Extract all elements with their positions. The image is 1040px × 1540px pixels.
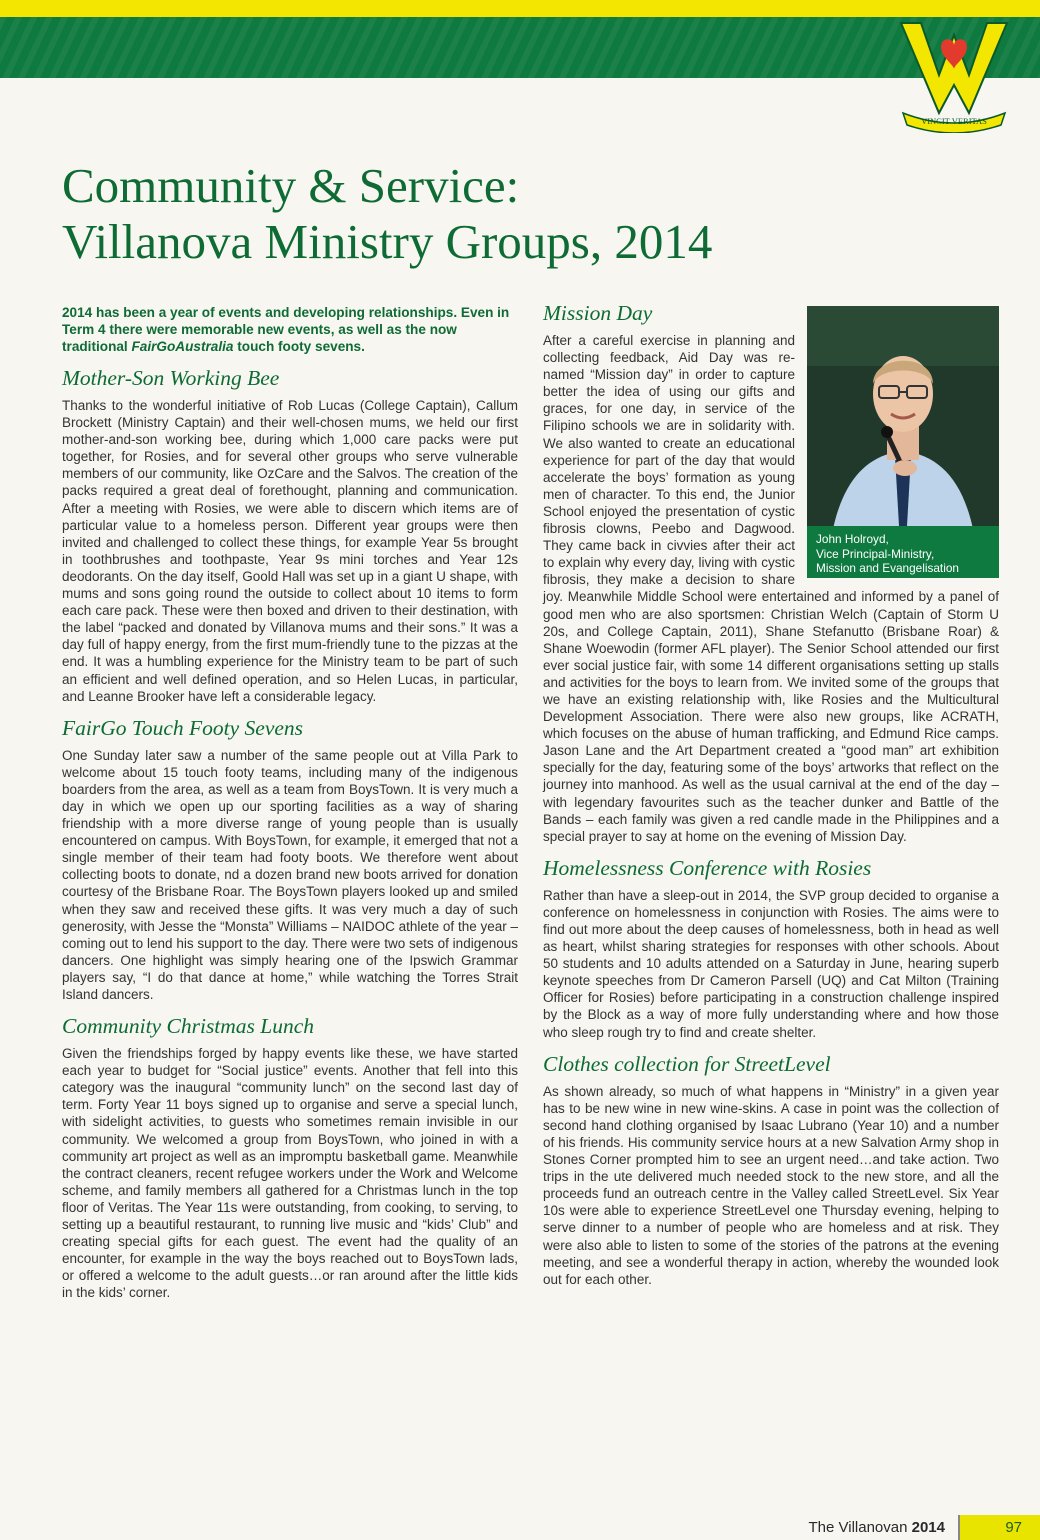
heading-mother-son: Mother-Son Working Bee (62, 366, 280, 390)
heading-christmas: Community Christmas Lunch (62, 1014, 315, 1039)
body-fairgo: One Sunday later saw a number of the same people out at Villa Park to welcome about 15 touch footy teams, including many of the indigenous boarders from the area, as well as a team from BoysTown. It is very much a day in which we open up our sporting facilities as a way of sharing friendship with a more diverse range of young people than is usually encountered on campus. With BoysTown, for example, it emerged that not a single member of their team had footy boots. We therefore went about collecting boots to donate, nd a dozen brand new boots arrived for donation courtesy of the Brisbane Roar. The BoysTown players looked up and smiled when they saw and received these gifts. It was very much a day of such generosity, with Jesse the “Monsta” Williams – NAIDOC athlete of the year – coming out to lend his support to the day. There were two sets of indigenous dancers. One highlight was simply hearing one of the Ipswich Grammar players say, “I do that dance at home,” while watching the Torres Strait Island dancers. (62, 747, 518, 1002)
heading-clothes: Clothes collection for StreetLevel (543, 1051, 831, 1076)
header-yellow-stripe (0, 0, 1040, 17)
intro-text-end: touch footy sevens. (233, 339, 365, 354)
heading-mission-day: Mission Day (543, 301, 653, 325)
page-footer (740, 1515, 1040, 1540)
body-mission-day: After a careful exercise in planning and collecting feedback, Aid Day was re-named “Mission day” in order to capture better the idea of using our gifts and graces, for one day, in service of the Filipino schools we are in solidarity with. We also wanted to create an educational experience for part of the day that would accelerate the boys’ formation as young men of character. To this end, the Junior School enjoyed the presentation of cystic fibrosis clowns, Peebo and Dagwood. They came back in civvies after their act to explain why every day, living with cystic fibrosis, they make a decision to share joy. Meanwhile Middle School were entertained and informed by a panel of good men who are also sportsmen: Christian Welch (Captain of Storm U 20s, and College Captain, 2011), Shane Stefanutto (Brisbane Roar) & Shane Woewodin (former AFL player). The Senior School attended our first ever social justice fair, with some 14 different organisations setting up stalls and activities for the boys to learn from. We invited some of the groups that we have an existing relationship with, like Rosies and the Multicultural Development Association. There were also new groups, like ACRATH, which focuses on the abuse of human trafficking, and Edmund Rice camps. Jason Lane and the Art Department created a “good man” art exhibition specially for the day, featuring some of the boys’ artworks that reflect on the journey into manhood. As well as the usual carnival at the end of the day – with legendary favourites such as the teacher dunker and Battle of the Bands – each family was given a red candle made in the Philippines and a special prayer to say at home on the evening of Mission Day. (543, 333, 999, 844)
heading-fairgo: FairGo Touch Footy Sevens (62, 715, 304, 740)
photo-caption (807, 526, 999, 578)
page-title (62, 158, 962, 270)
intro-paragraph (62, 304, 518, 355)
school-crest-logo (893, 15, 1015, 133)
body-mother-son: Thanks to the wonderful initiative of Rob Lucas (College Captain), Callum Brockett (Ministry Captain) and their well-chosen mums, we held our first mother-and-son working bee, during which 1,000 care packs were put together, for Rosies, and for several other groups who serve vulnerable members of our community, like OzCare and the Salvos. The creation of the packs required a great deal of forethought, planning and communication. After a meeting with Rosies, we were able to discern which items are of particular value to a homeless person. Different year groups were then invited and challenged to collect these things, for example Year 5s brought in toothbrushes and toothpaste, Year 9s mini torches and Year 12s deodorants. On the day itself, Goold Hall was set up in a giant U shape, with mums and sons going round the outside to collect about 10 items to form each care pack. These were then boxed and driven to their destination, with the label “packed and donated by Villanova mums and their sons.” It was a day full of happy energy, from the first mum-friendly tune to the pizzas at the end. It was a humbling experience for the Ministry team to be part of such an efficient and well defined operation, and so Helen Lucas, in particular, and Leanne Brooker have left a considerable legacy. (62, 398, 518, 704)
right-column (543, 300, 999, 1298)
title-line-1: Community & Service: (62, 158, 520, 213)
body-homelessness: Rather than have a sleep-out in 2014, the SVP group decided to organise a conference on homelessness in conjunction with Rosies. The aims were to find out more about the deep causes of homelessness, both in head as well as heart, whilst sharing strategies for responses with other schools. About 50 students and 10 adults attended on a Saturday in June, hearing superb keynote speeches from Dr Cameron Parsell (UQ) and Cat Milton (Training Officer for Rosies) before participating in a construction challenge inspired by the Block as a way of more fully understanding where and how those who sleep rough try to find and create shelter. (543, 887, 999, 1040)
caption-line-3: Mission and Evangelisation (816, 561, 959, 575)
caption-line-2: Vice Principal-Ministry, (816, 546, 935, 561)
intro-emphasis: FairGoAustralia (131, 339, 234, 354)
portrait-photo (807, 306, 999, 578)
svg-text:VINCIT VERITAS: VINCIT VERITAS (921, 116, 987, 126)
body-clothes: As shown already, so much of what happens in “Ministry” in a given year has to be new wine in new wine-skins. A case in point was the collection of second hand clothing organised by Isaac Lubrano (Year 10) and a number of his friends. His community service hours at a new Salvation Army shop in Stones Corner prompted him to see an urgent need…and take action. Two trips in the ute delivered much needed stock to the new store, and all the proceeds fund an outreach centre in the Valley called StreetLevel. Six Year 10s were able to experience StreetLevel one Thursday evening, helping to serve dinner to a number of people who are homeless and at risk. They were also able to listen to some of the stories of the patrons at the evening meeting, and see a wonderful therapy in action, whereby the wounded look out for each other. (543, 1083, 999, 1287)
intro-text: 2014 has been a year of events and developing relationships. Even in Term 4 there were memorable new events, as well as the now traditional (62, 305, 510, 354)
header-green-band (0, 17, 1040, 78)
page-number: 97 (1005, 1519, 1022, 1536)
header-band (0, 0, 1040, 78)
footer-year: 2014 (911, 1519, 945, 1536)
left-column (62, 300, 518, 1312)
footer-publication-name: The Villanovan (808, 1519, 908, 1536)
footer-publication (808, 1519, 945, 1536)
title-line-2: Villanova Ministry Groups, 2014 (62, 214, 713, 269)
heading-homelessness: Homelessness Conference with Rosies (543, 855, 872, 880)
body-christmas: Given the friendships forged by happy events like these, we have started each year to budget for “Social justice” events. Another that fell into this category was the inaugural “community lunch” on the second last day of term. Forty Year 11 boys signed up to organise and serve a special lunch, with sidelight activities, to guests who sometimes remain invisible in our community. We welcomed a group from BoysTown, who joined in with a community art project as well as an impromptu basketball game. Meanwhile the contract cleaners, recent refugee workers under the Work and Welcome scheme, and family members all gathered for a Christmas lunch in the top floor of Veritas. The Year 11s were outstanding, from cooking, to serving, to setting up a beautiful restaurant, to running live music and “kids’ Club” and creating special gifts for each guest. The event had the quality of an encounter, for example in the way the boys reached out to BoysTown lads, or offered a welcome to the adult guests…or ran around after the little kids in the kids’ corner. (62, 1046, 518, 1301)
footer-yellow-tab (960, 1515, 1040, 1540)
caption-line-1: John Holroyd, (816, 532, 889, 546)
